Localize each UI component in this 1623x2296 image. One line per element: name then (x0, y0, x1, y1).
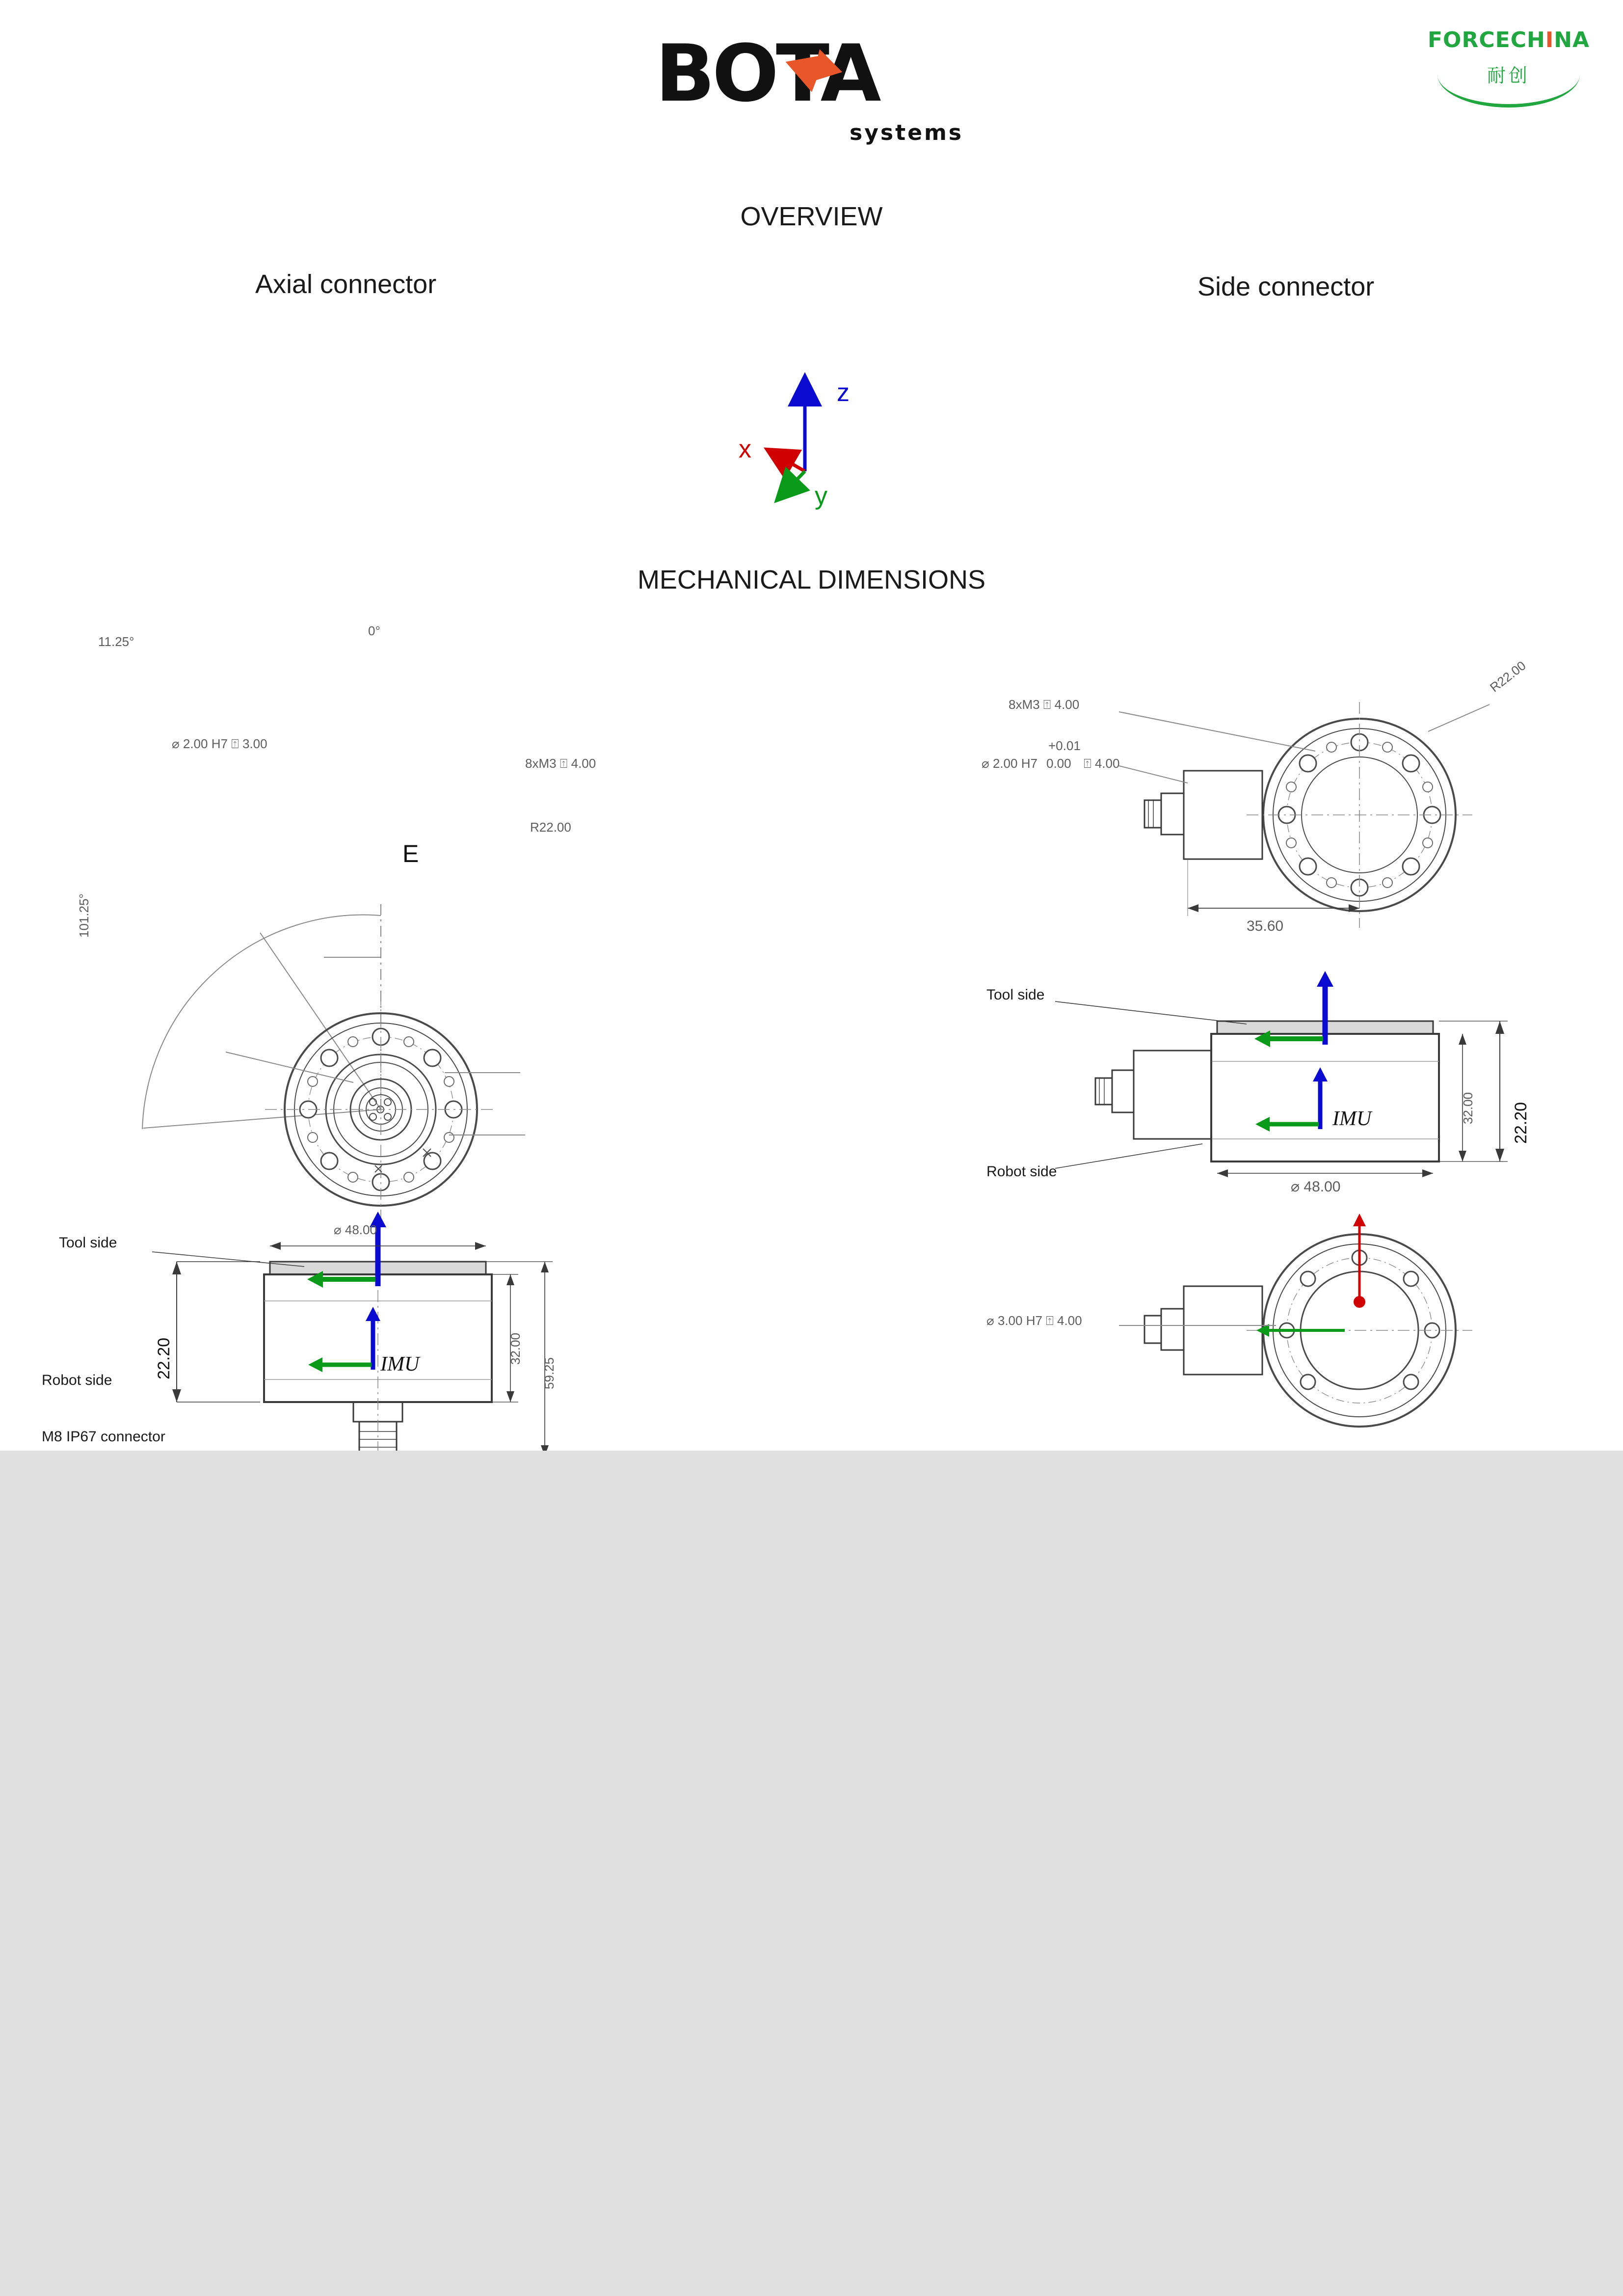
axial-bolt-circle-32: 32.00 (508, 1332, 523, 1365)
side-radius-callout: R22.00 (1487, 658, 1529, 695)
axial-radius-callout: R22.00 (530, 820, 571, 835)
side-diameter-48: ⌀ 48.00 (1291, 1179, 1341, 1195)
overview-section-title: OVERVIEW (740, 202, 883, 231)
bota-subtitle: systems (850, 120, 963, 145)
axial-imu-label: IMU (380, 1353, 420, 1376)
axial-angle-101-25: 101.25° (77, 893, 91, 938)
axial-overall-59-25: 59.25 (542, 1357, 557, 1389)
side-connector-drawing (972, 658, 1600, 1463)
side-bolt-circle-32: 32.00 (1461, 1092, 1475, 1124)
axial-robot-side-label: Robot side (42, 1372, 112, 1388)
side-imu-label: IMU (1332, 1107, 1372, 1130)
side-dowel-tol-lower: 0.00 (1046, 756, 1071, 771)
coordinate-axes-triad (721, 358, 883, 515)
axial-diameter-48: ⌀ 48.00 (334, 1222, 377, 1237)
forcechina-name-part2: NA (1554, 27, 1590, 53)
page-cropped-area (0, 1451, 1623, 2296)
side-height-22-20: 22.20 (1512, 1102, 1530, 1144)
axial-height-22-20: 22.20 (155, 1337, 173, 1379)
forcechina-swoosh-icon (1437, 75, 1580, 108)
axis-label-z: z (837, 378, 850, 407)
axial-connector-label: Axial connector (255, 270, 437, 299)
forcechina-name-accent: I (1545, 27, 1554, 53)
axial-angle-zero: 0° (368, 623, 380, 638)
side-bottom-hole-callout: ⌀ 3.00 H7 ⍐ 4.00 (986, 1313, 1082, 1328)
side-dowel-hole-callout: ⌀ 2.00 H7 (982, 756, 1038, 771)
axial-angle-11-25: 11.25° (98, 634, 134, 649)
axial-connector-callout: M8 IP67 connector (42, 1429, 165, 1445)
side-robot-side-label: Robot side (986, 1163, 1057, 1180)
side-dowel-tol-upper: +0.01 (1048, 738, 1081, 753)
mechanical-dimensions-title: MECHANICAL DIMENSIONS (637, 565, 986, 594)
forcechina-wordmark (1428, 27, 1590, 53)
side-tool-side-label: Tool side (986, 987, 1045, 1003)
axis-label-y: y (815, 482, 827, 510)
side-connector-label: Side connector (1197, 272, 1375, 301)
side-width-35-60: 35.60 (1247, 918, 1284, 934)
forcechina-logo (1428, 27, 1590, 111)
axis-label-x: x (739, 435, 751, 463)
axial-tool-side-label: Tool side (59, 1235, 117, 1251)
forcechina-chinese-name: 耐创 (1487, 65, 1530, 86)
axial-connector-drawing (29, 614, 618, 1458)
axial-thread-callout: 8xM3 ⍐ 4.00 (525, 756, 596, 771)
axial-center-mark: E (402, 840, 419, 867)
side-dowel-hole-depth: ⍐ 4.00 (1084, 756, 1120, 771)
bota-wordmark: BOTA (655, 27, 878, 119)
side-thread-callout: 8xM3 ⍐ 4.00 (1009, 697, 1080, 712)
axial-dowel-hole-callout: ⌀ 2.00 H7 ⍐ 3.00 (172, 736, 267, 751)
bota-systems-logo (650, 27, 974, 152)
forcechina-name-part1: FORCECH (1428, 27, 1545, 53)
